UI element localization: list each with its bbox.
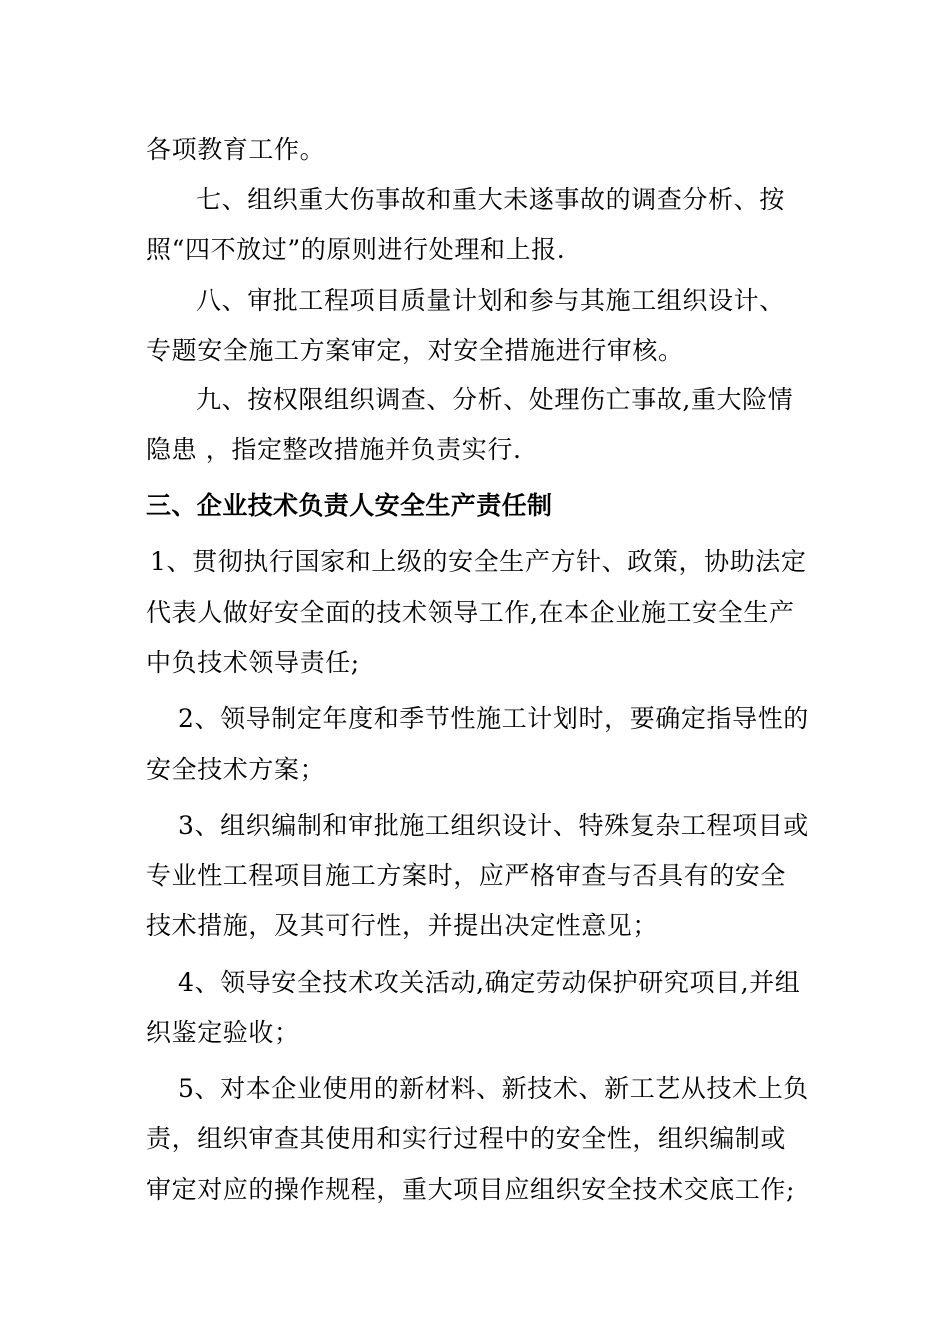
paragraph-line: 4、领导安全技术攻关活动,确定劳动保护研究项目,并组 xyxy=(178,968,801,997)
paragraph-line: 织鉴定验收； xyxy=(146,1018,300,1047)
section-heading: 三、企业技术负责人安全生产责任制 xyxy=(146,491,553,520)
paragraph-line: 专题安全施工方案审定，对安全措施进行审核。 xyxy=(146,336,684,365)
paragraph-line: 审定对应的操作规程，重大项目应组织安全技术交底工作; xyxy=(146,1175,796,1204)
paragraph-line: 2、领导制定年度和季节性施工计划时，要确定指导性的 xyxy=(178,704,809,733)
paragraph-line: 七、组织重大伤事故和重大未遂事故的调查分析、按 xyxy=(196,185,785,214)
paragraph-line: 专业性工程项目施工方案时，应严格审查与否具有的安全 xyxy=(146,861,787,890)
paragraph-line: 隐患 ，指定整改措施并负责实行. xyxy=(146,435,522,464)
paragraph-line: 3、组织编制和审批施工组织设计、特殊复杂工程项目或 xyxy=(178,811,809,840)
paragraph-line: 安全技术方案； xyxy=(146,755,326,784)
paragraph-line: 1、贯彻执行国家和上级的安全生产方针、政策，协助法定 xyxy=(150,547,807,576)
paragraph-line: 技术措施，及其可行性，并提出决定性意见； xyxy=(146,911,659,940)
paragraph-line: 九、按权限组织调查、分析、处理伤亡事故,重大险情 xyxy=(196,385,794,414)
paragraph-line: 中负技术领导责任; xyxy=(146,648,360,677)
paragraph-line: 各项教育工作。 xyxy=(146,135,326,164)
paragraph-line: 责，组织审查其使用和实行过程中的安全性，组织编制或 xyxy=(146,1124,787,1153)
paragraph-line: 5、对本企业使用的新材料、新技术、新工艺从技术上负 xyxy=(178,1074,809,1103)
paragraph-line: 照“四不放过”的原则进行处理和上报. xyxy=(146,235,566,264)
paragraph-line: 八、审批工程项目质量计划和参与其施工组织设计、 xyxy=(196,286,785,315)
paragraph-line: 代表人做好安全面的技术领导工作,在本企业施工安全生产 xyxy=(146,598,795,627)
